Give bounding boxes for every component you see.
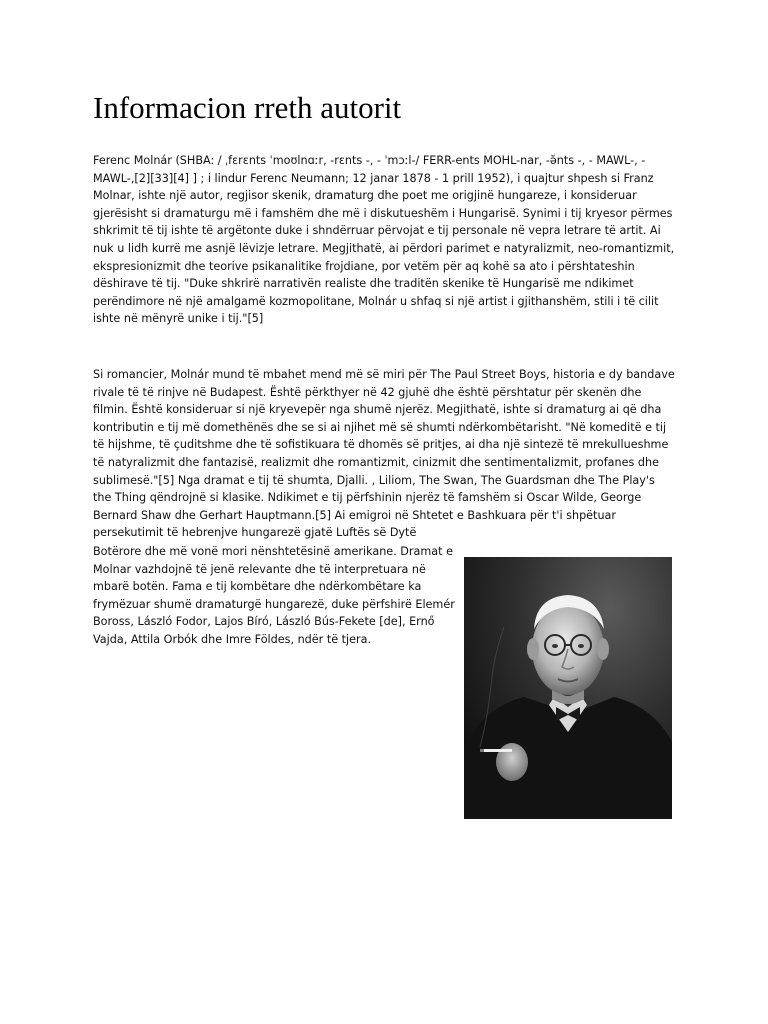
- paragraph-intro: Ferenc Molnár (SHBA: / ˌfɛrɛnts ˈmoʊlnɑːr, -rɛnts -, - ˈmɔːl-/ FERR-ents MOHL-nar, -ə̆nts -, - MAWL-, - MAWL-,[2][33][4] ] ; i lindur Ferenc Neumann; 12 janar 1878 - 1 prill 1952), i quajtur shpesh si Franz Molnar, ishte një autor, regjisor skenik, dramaturg dhe poet me origjinë hungareze, i konsideruar gjerësisht si dramaturgu më i famshëm dhe më i diskutueshëm i Hungarisë. Synimi i tij kryesor përmes shkrimit të tij ishte të argëtonte duke i shndërruar përvojat e tij personale në vepra letrare të artit. Ai nuk u lidh kurrë me asnjë lëvizje letrare. Megjithatë, ai përdori parimet e natyralizmit, neo-romantizmit, ekspresionizmit dhe teorive psikanalitike frojdiane, por vetëm për aq kohë sa ato i përshtateshin dëshirave të tij. "Duke shkrirë narrativën realiste dhe traditën skenike të Hungarisë me ndikimet perëndimore në një amalgamë kozmopolitane, Molnár u shfaq si një artist i gjithanshëm, stili i të cilit ishte në mënyrë unike i tij."[5]: [93, 154, 675, 326]
- paragraph-legacy: Botërore dhe më vonë mori nënshtetësinë amerikane. Dramat e Molnar vazhdojnë të jenë relevante dhe të interpretuara në mbarë botën. Fama e tij kombëtare dhe ndërkombëtare ka frymëzuar shumë dramaturgë hungarezë, duke përfshirë Elemér Boross, László Fodor, Lajos Bíró, László Bús-Fekete [de], Ernő Vajda, Attila Orbók dhe Imre Földes, ndër të tjera.: [93, 545, 455, 646]
- page-title: Informacion rreth autorit: [93, 90, 402, 125]
- author-portrait-photo: [464, 557, 672, 819]
- portrait-image: [464, 557, 672, 819]
- paragraph-career: Si romancier, Molnár mund të mbahet mend më së miri për The Paul Street Boys, historia e dy bandave rivale të të rinjve në Budapest. Është përkthyer në 42 gjuhë dhe është përshtatur për skenën dhe filmin. Është konsideruar si një kryevepër nga shumë njerëz. Megjithatë, ishte si dramaturg ai që dha kontributin e tij më domethënës dhe se si ai njihet më së shumti ndërkombëtarisht. "Në komeditë e tij të hijshme, të çuditshme dhe të sofistikuara të dhomës së pritjes, ai dha një sintezë të mrekullueshme të natyralizmit dhe fantazisë, realizmit dhe romantizmit, cinizmit dhe sentimentalizmit, profanes dhe sublimesë."[5] Nga dramat e tij të shumta, Djalli. , Liliom, The Swan, The Guardsman dhe The Play's the Thing qëndrojnë si klasike. Ndikimet e tij përfshinin njerëz të famshëm si Oscar Wilde, George Bernard Shaw dhe Gerhart Hauptmann.[5] Ai emigroi në Shtetet e Bashkuara për t'i shpëtuar persekutimit të hebrenjve hungarezë gjatë Luftës së Dytë: [93, 368, 675, 540]
